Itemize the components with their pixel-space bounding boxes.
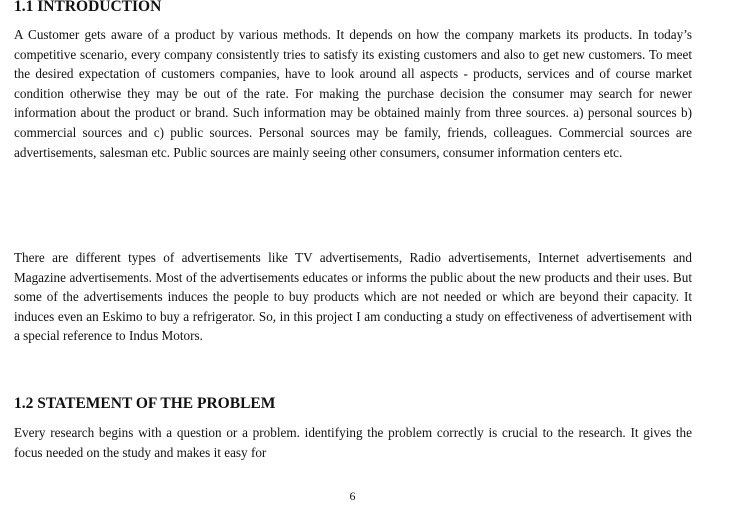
section-heading-introduction: 1.1 INTRODUCTION <box>14 0 162 15</box>
section-heading-statement-of-problem: 1.2 STATEMENT OF THE PROBLEM <box>14 395 276 412</box>
paragraph-introduction-1: A Customer gets aware of a product by various methods. It depends on how the company markets its products. In today’s competitive scenario, every company consistently tries to satisfy its existing customers and also to get new customers. To meet the desired expectation of customers companies, have to look around all aspects - products, services and of course market condition otherwise they may be out of the rate. For making the purchase decision the consumer may search for newer information about the product or brand. Such information may be obtained mainly from three sources. a) personal sources b) commercial sources and c) public sources. Personal sources may be family, friends, colleagues. Commercial sources are advertisements, salesman etc. Public sources are mainly seeing other consumers, consumer information centers etc. <box>14 27 692 160</box>
page-number: 6 <box>349 489 356 503</box>
paragraph-statement-of-problem: Every research begins with a question or a problem. identifying the problem correctly is crucial to the research. It gives the focus needed on the study and makes it easy for <box>14 425 692 460</box>
paragraph-introduction-2: There are different types of advertisements like TV advertisements, Radio advertisements, Internet advertisements and Magazine advertisements. Most of the advertisements educates or informs the public about the new products and their uses. But some of the advertisements induces the people to buy products which are not needed or which are beyond their capacity. It induces even an Eskimo to buy a refrigerator. So, in this project I am conducting a study on effectiveness of advertisement with a special reference to Indus Motors. <box>14 250 692 344</box>
